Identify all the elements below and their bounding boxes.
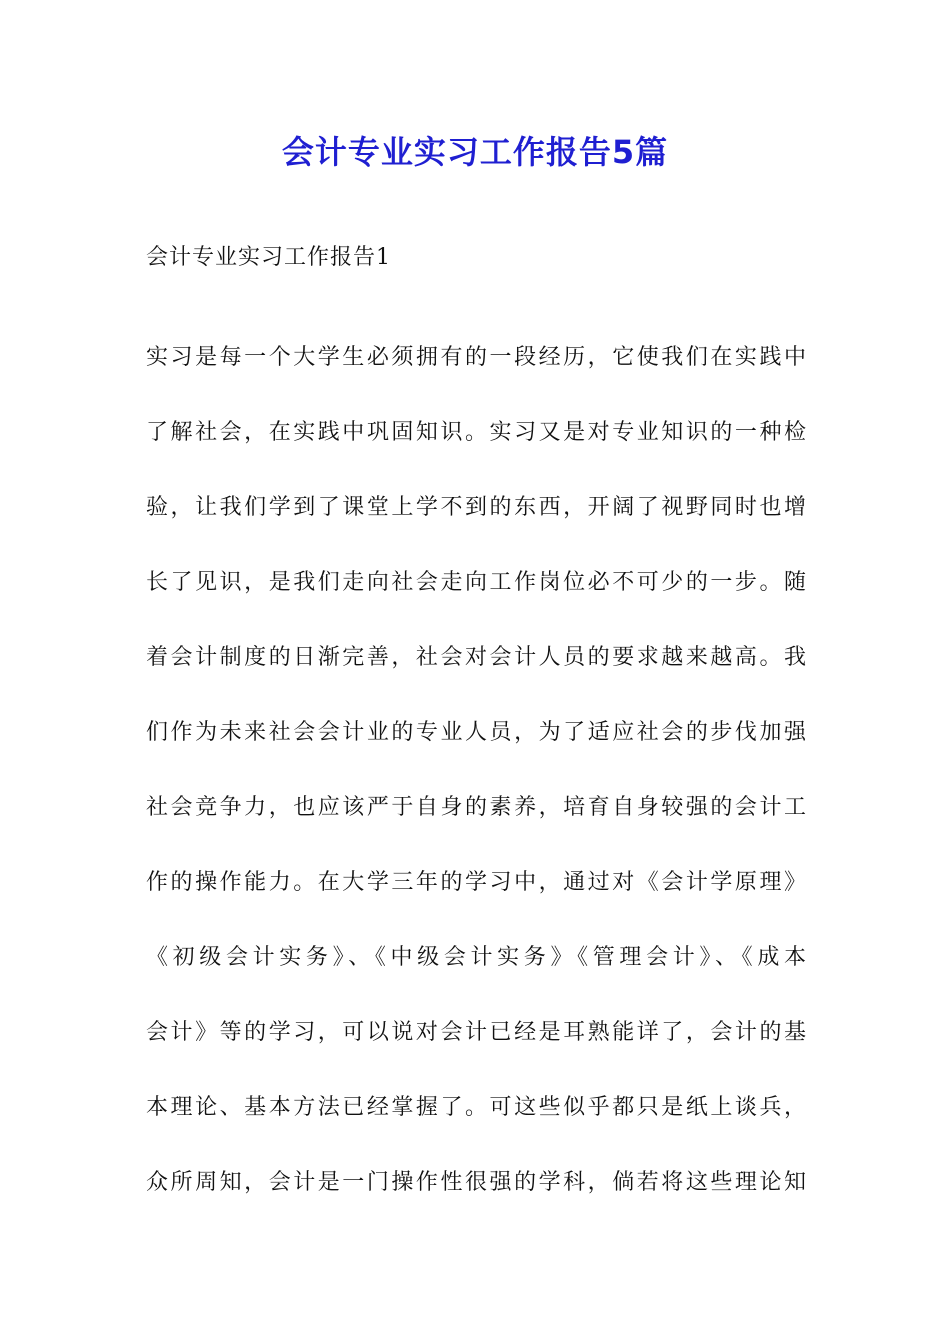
paragraph-line: 本理论、基本方法已经掌握了。可这些似乎都只是纸上谈兵， [146, 1095, 806, 1120]
paragraph-line: 验，让我们学到了课堂上学不到的东西，开阔了视野同时也增 [146, 495, 806, 520]
paragraph-line: 社会竞争力，也应该严于自身的素养，培育自身较强的会计工 [146, 795, 806, 820]
body-paragraph [146, 320, 806, 1220]
paragraph-line: 实习是每一个大学生必须拥有的一段经历，它使我们在实践中 [146, 345, 806, 370]
paragraph-line: 众所周知，会计是一门操作性很强的学科，倘若将这些理论知 [146, 1170, 806, 1195]
paragraph-line: 们作为未来社会会计业的专业人员，为了适应社会的步伐加强 [146, 720, 806, 745]
paragraph-line: 作的操作能力。在大学三年的学习中，通过对《会计学原理》 [146, 870, 806, 895]
paragraph-line: 《初级会计实务》、《中级会计实务》《管理会计》、《成本 [146, 945, 806, 970]
document-title: 会计专业实习工作报告5篇 [281, 133, 669, 171]
paragraph-line: 了解社会，在实践中巩固知识。实习又是对专业知识的一种检 [146, 420, 806, 445]
paragraph-line: 会计》等的学习，可以说对会计已经是耳熟能详了，会计的基 [146, 1020, 806, 1045]
paragraph-line: 长了见识，是我们走向社会走向工作岗位必不可少的一步。随 [146, 570, 806, 595]
paragraph-line: 着会计制度的日渐完善，社会对会计人员的要求越来越高。我 [146, 645, 806, 670]
section-heading: 会计专业实习工作报告1 [146, 245, 391, 270]
